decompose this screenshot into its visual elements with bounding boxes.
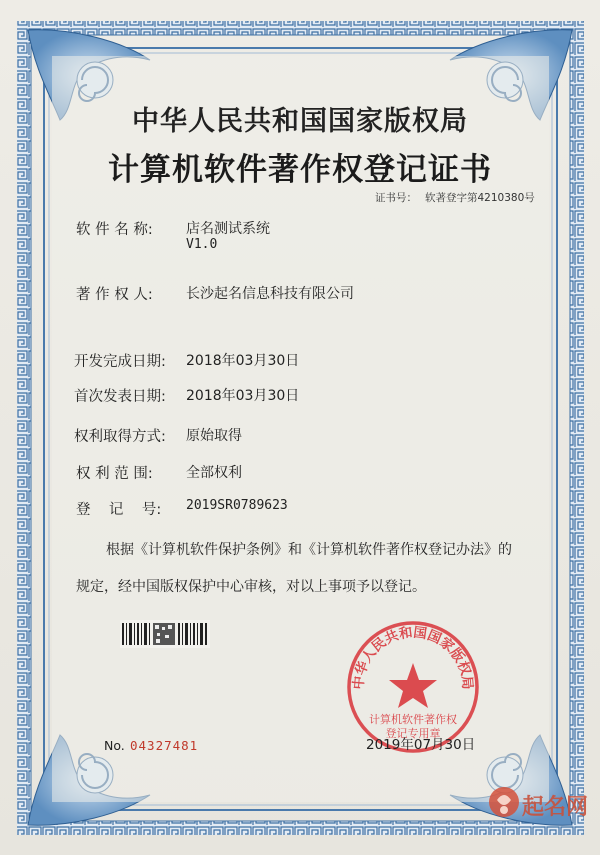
- serial-value: 04327481: [130, 738, 199, 753]
- software-name-label: 软 件 名 称:: [76, 222, 153, 238]
- pub-date-label: 首次发表日期:: [74, 389, 166, 405]
- certificate-title: 计算机软件著作权登记证书: [108, 152, 492, 188]
- seal-star-icon: [389, 663, 437, 708]
- acquire-method-value: 原始取得: [186, 428, 242, 444]
- body-line-2: 规定，经中国版权保护中心审核，对以上事项予以登记。: [76, 579, 426, 595]
- barcode: [120, 620, 210, 648]
- serial-label: No.: [104, 738, 125, 753]
- scope-label: 权 利 范 围:: [76, 466, 153, 482]
- certificate-number-label: 证书号：: [375, 192, 417, 204]
- seal-arc-text: 中华人民共和国国家版权局: [350, 624, 476, 691]
- seal-line-2: 登记专用章: [385, 727, 441, 740]
- watermark-brand: 起名网: [522, 794, 589, 820]
- software-name-value: 店名测试系统: [186, 221, 270, 237]
- certificate-number-value: 软著登字第4210380号: [425, 192, 535, 204]
- dev-date-label: 开发完成日期:: [74, 354, 166, 370]
- issue-date: 2019年07月30日: [366, 737, 476, 753]
- agency-title: 中华人民共和国国家版权局: [132, 106, 468, 137]
- owner-value: 长沙起名信息科技有限公司: [186, 286, 354, 302]
- certificate-number: [375, 190, 535, 205]
- software-version-value: V1.0: [186, 237, 218, 252]
- pub-date-value: 2018年03月30日: [186, 388, 300, 404]
- body-line-1: 根据《计算机软件保护条例》和《计算机软件著作权登记办法》的: [106, 542, 512, 558]
- scope-value: 全部权利: [186, 465, 242, 481]
- seal-line-1: 计算机软件著作权: [369, 713, 457, 726]
- acquire-method-label: 权利取得方式:: [74, 429, 166, 445]
- owner-label: 著 作 权 人:: [76, 287, 153, 303]
- reg-no-value: 2019SR0789623: [186, 498, 288, 513]
- dev-date-value: 2018年03月30日: [186, 353, 300, 369]
- reg-no-label: 登 记 号:: [76, 502, 162, 518]
